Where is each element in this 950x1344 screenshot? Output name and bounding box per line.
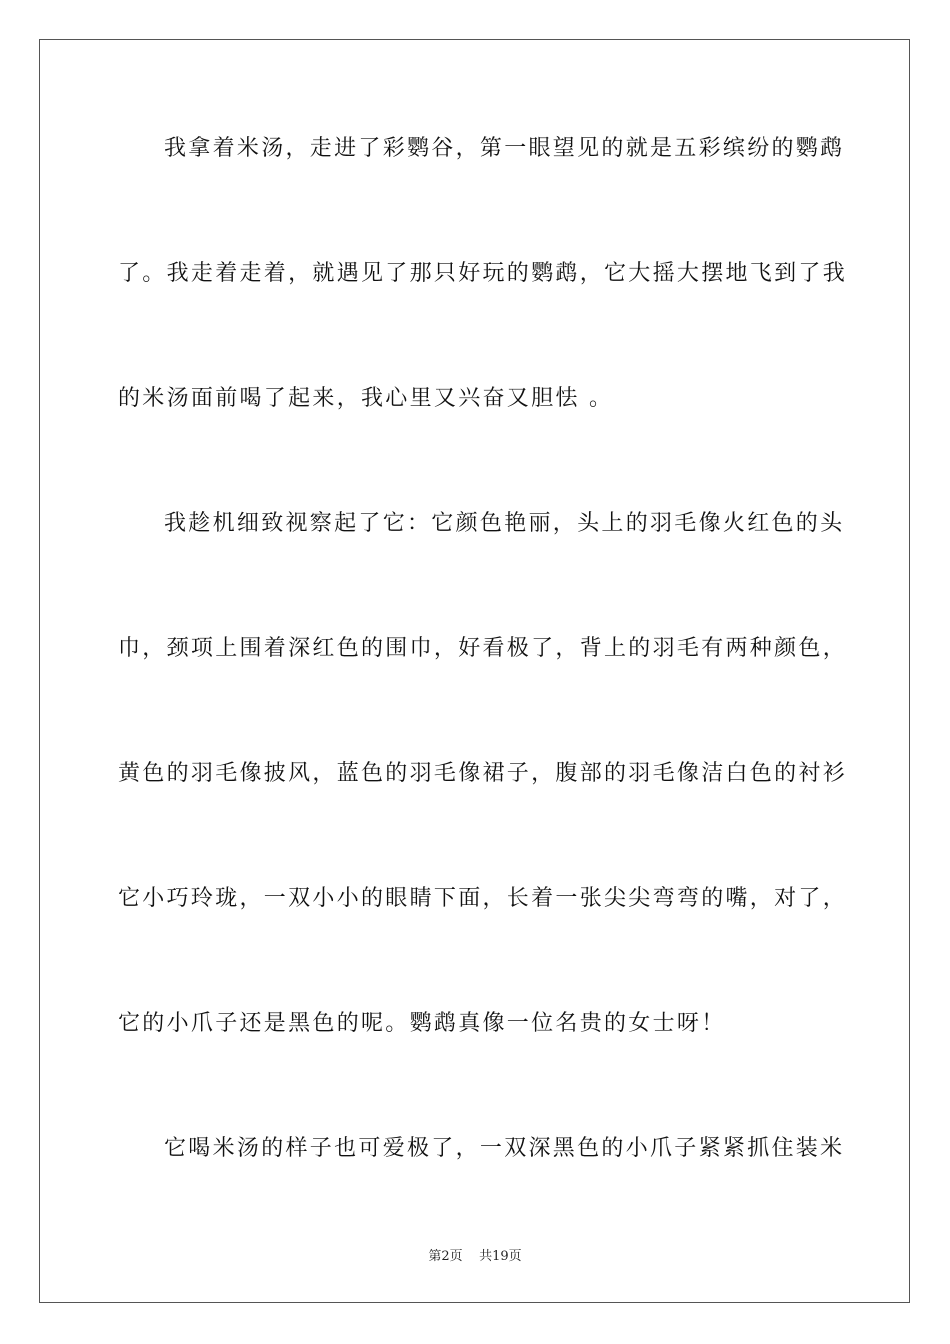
text-line: 它喝米汤的样子也可爱极了，一双深黑色的小爪子紧紧抓住装米 (164, 1136, 845, 1161)
text-line: 了。我走着走着，就遇见了那只好玩的鹦鹉，它大摇大摆地飞到了我 (118, 261, 848, 286)
page-frame (39, 39, 910, 1303)
text-line: 黄色的羽毛像披风，蓝色的羽毛像裙子，腹部的羽毛像洁白色的衬衫 (118, 761, 848, 786)
text-line: 我趁机细致视察起了它：它颜色艳丽，头上的羽毛像火红色的头 (164, 511, 845, 536)
page-footer (0, 1249, 950, 1265)
text-line: 我拿着米汤，走进了彩鹦谷，第一眼望见的就是五彩缤纷的鹦鹉 (164, 136, 845, 161)
text-line: 它小巧玲珑，一双小小的眼睛下面，长着一张尖尖弯弯的嘴，对了， (118, 886, 848, 911)
total-pages: 共19页 (479, 1249, 522, 1264)
page-number: 第2页 (428, 1249, 463, 1264)
text-line: 的米汤面前喝了起来，我心里又兴奋又胆怯 。 (118, 386, 614, 411)
text-line: 它的小爪子还是黑色的呢。鹦鹉真像一位名贵的女士呀！ (118, 1011, 726, 1036)
text-line: 巾，颈项上围着深红色的围巾，好看极了，背上的羽毛有两种颜色， (118, 636, 848, 661)
